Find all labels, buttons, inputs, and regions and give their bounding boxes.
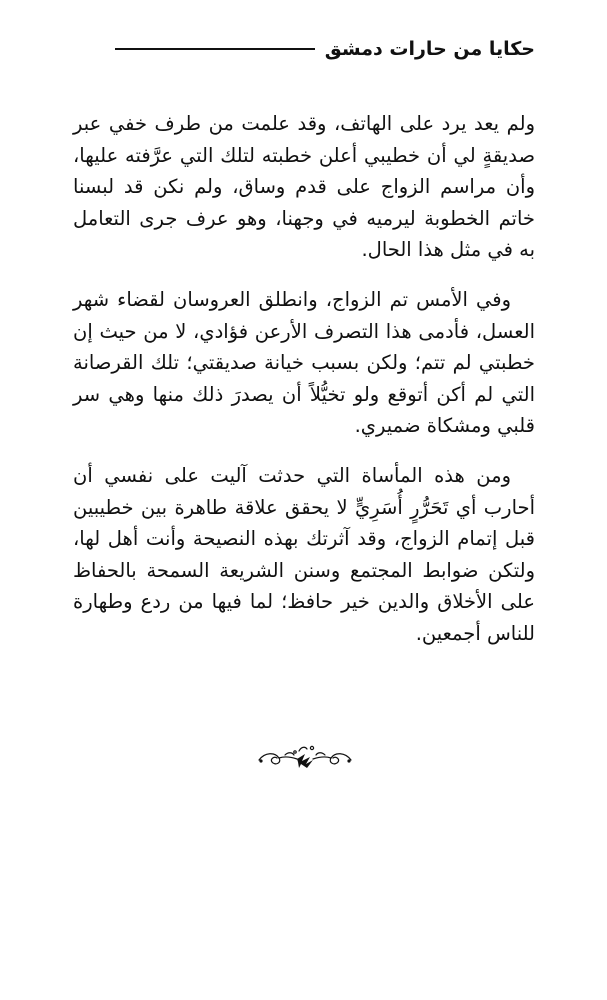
header-rule <box>115 48 315 50</box>
running-title: حكايا من حارات دمشق <box>324 38 535 60</box>
running-header <box>145 38 535 60</box>
floral-divider-icon <box>255 740 355 774</box>
paragraph: ولم يعد يرد على الهاتف، وقد علمت من طرف خفي عبر صديقةٍ لي أن خطيبي أعلن خطبته لتلك التي عرَّفته عليها، وأن مراسم الزواج على قدم وساق، ولم نكن قد لبسنا خاتم الخطوبة ليرميه في وجهنا، وهو عرف جرى التعامل به في مثل هذا الحال. <box>73 112 535 262</box>
paragraph: وفي الأمس تم الزواج، وانطلق العروسان لقضاء شهر العسل، فأدمى هذا التصرف الأرعن فؤادي، لا من حيث إن خطبتي لم تتم؛ ولكن بسبب خيانة صديقتي؛ تلك القرصانة التي لم أكن أتوقع ولو تخيُّلاً أن يصدرَ ذلك منها وهي سر قلبي ومشكاة ضميري. <box>73 287 535 438</box>
body-text <box>73 108 535 668</box>
paragraph: ومن هذه المأساة التي حدثت آليت على نفسي أن أحارب أي تَحَرُّرٍ أُسَرِيٍّ لا يحقق علاقة طاهرة بين خطيبين قبل إتمام الزواج، وقد آثرتك بهذه النصيحة وأنت أهل لها، ولتكن ضوابط المجتمع وسنن الشريعة السمحة بالحفاظ على الأخلاق والدين خير حافظ؛ لما فيها من ردع وطهارة للناس أجمعين. <box>73 463 535 645</box>
